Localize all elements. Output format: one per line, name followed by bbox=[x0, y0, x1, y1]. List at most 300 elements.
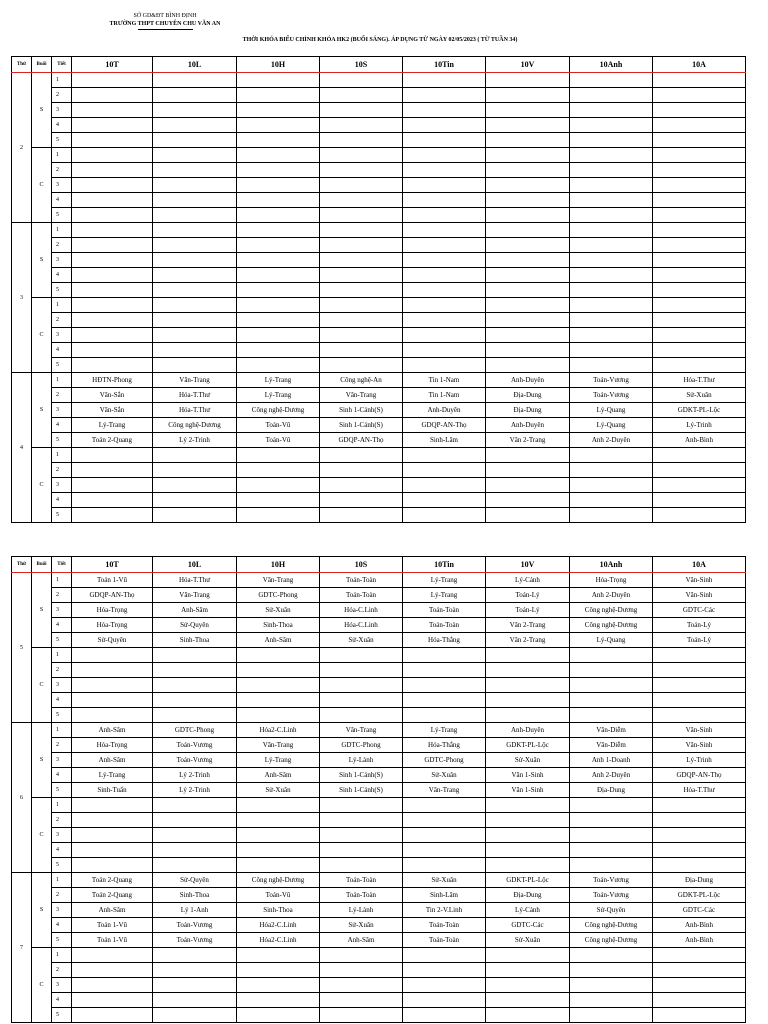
period-number: 1 bbox=[52, 798, 72, 813]
subject-cell bbox=[486, 478, 570, 493]
subject-cell bbox=[486, 1008, 570, 1023]
period-number: 5 bbox=[52, 133, 72, 148]
subject-cell bbox=[72, 298, 153, 313]
subject-cell bbox=[570, 73, 653, 88]
subject-cell: Anh-Sâm bbox=[320, 933, 403, 948]
day-cell: 5 bbox=[12, 573, 32, 723]
subject-cell: Văn 2-Trang bbox=[486, 433, 570, 448]
subject-cell: Địa-Dung bbox=[486, 403, 570, 418]
subject-cell bbox=[403, 828, 486, 843]
subject-cell bbox=[653, 133, 746, 148]
subject-cell bbox=[570, 118, 653, 133]
subject-cell: Sinh 1-Cảnh(S) bbox=[320, 783, 403, 798]
subject-cell bbox=[237, 88, 320, 103]
subject-cell: Công nghệ-Dương bbox=[153, 418, 237, 433]
subject-cell bbox=[72, 73, 153, 88]
period-row bbox=[12, 463, 746, 478]
subject-cell: GDQP-AN-Thọ bbox=[653, 768, 746, 783]
subject-cell: Sử-Xuân bbox=[237, 603, 320, 618]
subject-cell bbox=[320, 148, 403, 163]
period-row bbox=[12, 933, 746, 948]
subject-cell: Văn-Trang bbox=[153, 373, 237, 388]
subject-cell bbox=[237, 223, 320, 238]
subject-cell: Hóa-Trọng bbox=[570, 573, 653, 588]
col-header-class: 10T bbox=[72, 57, 153, 73]
period-row bbox=[12, 828, 746, 843]
subject-cell bbox=[320, 178, 403, 193]
subject-cell bbox=[153, 148, 237, 163]
subject-cell: Hóa-Thắng bbox=[403, 738, 486, 753]
subject-cell: Toán-Vương bbox=[570, 888, 653, 903]
subject-cell bbox=[486, 508, 570, 523]
subject-cell bbox=[486, 328, 570, 343]
subject-cell bbox=[320, 843, 403, 858]
subject-cell: Văn-Trang bbox=[403, 783, 486, 798]
subject-cell bbox=[570, 223, 653, 238]
subject-cell bbox=[72, 508, 153, 523]
department-name: SỞ GD&ĐT BÌNH ĐỊNH bbox=[133, 13, 197, 19]
period-row bbox=[12, 373, 746, 388]
subject-cell bbox=[570, 253, 653, 268]
subject-cell: Văn-Trang bbox=[237, 738, 320, 753]
period-row bbox=[12, 283, 746, 298]
subject-cell: GDTC-Phong bbox=[237, 588, 320, 603]
subject-cell bbox=[72, 178, 153, 193]
col-header-class: 10L bbox=[153, 557, 237, 573]
subject-cell bbox=[72, 208, 153, 223]
period-number: 2 bbox=[52, 88, 72, 103]
period-number: 4 bbox=[52, 343, 72, 358]
subject-cell bbox=[237, 358, 320, 373]
subject-cell: Công nghệ-Dương bbox=[570, 933, 653, 948]
subject-cell bbox=[153, 163, 237, 178]
subject-cell bbox=[486, 978, 570, 993]
period-row bbox=[12, 633, 746, 648]
subject-cell: Sinh-Tuấn bbox=[72, 783, 153, 798]
subject-cell bbox=[72, 963, 153, 978]
subject-cell bbox=[72, 448, 153, 463]
subject-cell bbox=[653, 708, 746, 723]
subject-cell bbox=[72, 148, 153, 163]
period-row bbox=[12, 208, 746, 223]
subject-cell bbox=[237, 1008, 320, 1023]
subject-cell bbox=[153, 1008, 237, 1023]
subject-cell bbox=[320, 693, 403, 708]
subject-cell bbox=[653, 663, 746, 678]
subject-cell: Văn-Sinh bbox=[653, 588, 746, 603]
subject-cell: Sinh-Thoa bbox=[237, 903, 320, 918]
col-header-class: 10Tin bbox=[403, 557, 486, 573]
subject-cell: GDTC-Phong bbox=[153, 723, 237, 738]
subject-cell bbox=[570, 343, 653, 358]
subject-cell bbox=[320, 963, 403, 978]
period-number: 2 bbox=[52, 963, 72, 978]
subject-cell: Anh-Duyên bbox=[403, 403, 486, 418]
subject-cell bbox=[237, 208, 320, 223]
period-row bbox=[12, 328, 746, 343]
subject-cell bbox=[153, 118, 237, 133]
subject-cell bbox=[72, 133, 153, 148]
subject-cell bbox=[153, 963, 237, 978]
subject-cell bbox=[653, 103, 746, 118]
col-header-class: 10Anh bbox=[570, 557, 653, 573]
subject-cell: Lý 2-Trinh bbox=[153, 768, 237, 783]
subject-cell bbox=[653, 993, 746, 1008]
subject-cell bbox=[153, 283, 237, 298]
subject-cell bbox=[320, 978, 403, 993]
period-row bbox=[12, 388, 746, 403]
period-number: 2 bbox=[52, 738, 72, 753]
subject-cell: Hóa-Trọng bbox=[72, 603, 153, 618]
subject-cell bbox=[486, 993, 570, 1008]
subject-cell bbox=[653, 268, 746, 283]
subject-cell bbox=[486, 223, 570, 238]
subject-cell bbox=[570, 948, 653, 963]
period-row bbox=[12, 493, 746, 508]
subject-cell bbox=[403, 73, 486, 88]
period-number: 2 bbox=[52, 388, 72, 403]
school-name: TRƯỜNG THPT CHUYÊN CHU VĂN AN bbox=[109, 21, 221, 27]
subject-cell: Công nghệ-Dương bbox=[570, 603, 653, 618]
subject-cell bbox=[653, 238, 746, 253]
session-cell: S bbox=[32, 223, 52, 298]
subject-cell bbox=[320, 283, 403, 298]
period-row bbox=[12, 768, 746, 783]
period-row bbox=[12, 148, 746, 163]
period-number: 5 bbox=[52, 1008, 72, 1023]
subject-cell bbox=[320, 88, 403, 103]
subject-cell: Địa-Dung bbox=[486, 388, 570, 403]
subject-cell bbox=[153, 993, 237, 1008]
subject-cell bbox=[153, 313, 237, 328]
subject-cell: Toán 1-Vũ bbox=[72, 918, 153, 933]
subject-cell bbox=[653, 648, 746, 663]
subject-cell bbox=[320, 313, 403, 328]
subject-cell bbox=[403, 343, 486, 358]
subject-cell bbox=[237, 463, 320, 478]
period-row bbox=[12, 798, 746, 813]
subject-cell: Hóa2-C.Linh bbox=[237, 723, 320, 738]
subject-cell: Toán-Vương bbox=[153, 918, 237, 933]
subject-cell bbox=[153, 828, 237, 843]
subject-cell: Sinh 1-Cảnh(S) bbox=[320, 768, 403, 783]
subject-cell: Sinh-Thoa bbox=[237, 618, 320, 633]
subject-cell bbox=[486, 178, 570, 193]
subject-cell bbox=[237, 148, 320, 163]
subject-cell bbox=[486, 648, 570, 663]
subject-cell: Toán-Toàn bbox=[320, 888, 403, 903]
header-row bbox=[12, 57, 746, 73]
period-row bbox=[12, 223, 746, 238]
subject-cell: GDTC-Các bbox=[653, 903, 746, 918]
period-number: 1 bbox=[52, 448, 72, 463]
day-cell: 2 bbox=[12, 73, 32, 223]
subject-cell bbox=[403, 693, 486, 708]
subject-cell: HĐTN-Phong bbox=[72, 373, 153, 388]
period-number: 3 bbox=[52, 403, 72, 418]
subject-cell: Địa-Dung bbox=[486, 888, 570, 903]
subject-cell bbox=[486, 148, 570, 163]
subject-cell bbox=[320, 1008, 403, 1023]
day-cell: 4 bbox=[12, 373, 32, 523]
period-number: 4 bbox=[52, 618, 72, 633]
subject-cell bbox=[570, 328, 653, 343]
subject-cell: Toán-Vương bbox=[570, 388, 653, 403]
subject-cell bbox=[237, 813, 320, 828]
subject-cell: Sử-Quyên bbox=[72, 633, 153, 648]
subject-cell bbox=[72, 693, 153, 708]
subject-cell bbox=[570, 193, 653, 208]
subject-cell bbox=[403, 843, 486, 858]
subject-cell bbox=[486, 828, 570, 843]
col-header-class: 10A bbox=[653, 57, 746, 73]
subject-cell bbox=[72, 948, 153, 963]
subject-cell bbox=[153, 508, 237, 523]
subject-cell bbox=[320, 328, 403, 343]
subject-cell: Sinh 1-Cảnh(S) bbox=[320, 403, 403, 418]
period-row bbox=[12, 418, 746, 433]
subject-cell: Lý-Trang bbox=[237, 753, 320, 768]
subject-cell bbox=[320, 343, 403, 358]
subject-cell: Lý-Trang bbox=[403, 573, 486, 588]
subject-cell bbox=[72, 828, 153, 843]
subject-cell bbox=[570, 508, 653, 523]
subject-cell bbox=[153, 858, 237, 873]
subject-cell bbox=[403, 133, 486, 148]
subject-cell bbox=[320, 948, 403, 963]
subject-cell bbox=[570, 663, 653, 678]
period-number: 4 bbox=[52, 843, 72, 858]
subject-cell bbox=[403, 463, 486, 478]
subject-cell bbox=[237, 858, 320, 873]
subject-cell bbox=[320, 163, 403, 178]
subject-cell: GDTC-Các bbox=[486, 918, 570, 933]
subject-cell: Lý 2-Trinh bbox=[153, 783, 237, 798]
subject-cell bbox=[653, 843, 746, 858]
subject-cell: Văn-Trang bbox=[320, 388, 403, 403]
subject-cell: Anh-Sâm bbox=[237, 768, 320, 783]
subject-cell bbox=[570, 358, 653, 373]
subject-cell: Anh-Sâm bbox=[72, 903, 153, 918]
subject-cell bbox=[237, 708, 320, 723]
period-number: 3 bbox=[52, 978, 72, 993]
subject-cell bbox=[486, 103, 570, 118]
col-header-class: 10T bbox=[72, 557, 153, 573]
period-number: 5 bbox=[52, 208, 72, 223]
subject-cell: Hóa-T.Thư bbox=[153, 403, 237, 418]
subject-cell bbox=[486, 708, 570, 723]
col-header-class: 10L bbox=[153, 57, 237, 73]
period-row bbox=[12, 133, 746, 148]
subject-cell: Sử-Quyên bbox=[570, 903, 653, 918]
subject-cell bbox=[486, 813, 570, 828]
subject-cell bbox=[72, 193, 153, 208]
subject-cell bbox=[403, 163, 486, 178]
subject-cell: Văn 2-Trang bbox=[486, 618, 570, 633]
subject-cell: Sử-Xuân bbox=[486, 933, 570, 948]
subject-cell bbox=[320, 208, 403, 223]
col-header-class: 10Tin bbox=[403, 57, 486, 73]
period-row bbox=[12, 358, 746, 373]
subject-cell bbox=[570, 813, 653, 828]
subject-cell bbox=[570, 708, 653, 723]
subject-cell bbox=[72, 493, 153, 508]
subject-cell bbox=[486, 163, 570, 178]
period-row bbox=[12, 708, 746, 723]
subject-cell: Công nghệ-Dương bbox=[237, 403, 320, 418]
subject-cell bbox=[153, 268, 237, 283]
subject-cell bbox=[72, 478, 153, 493]
period-number: 5 bbox=[52, 633, 72, 648]
period-row bbox=[12, 618, 746, 633]
col-header-class: 10S bbox=[320, 57, 403, 73]
subject-cell: Toán 2-Quang bbox=[72, 888, 153, 903]
subject-cell bbox=[153, 693, 237, 708]
subject-cell bbox=[72, 993, 153, 1008]
subject-cell bbox=[570, 103, 653, 118]
subject-cell bbox=[153, 813, 237, 828]
period-number: 4 bbox=[52, 268, 72, 283]
session-cell: S bbox=[32, 573, 52, 648]
subject-cell: Công nghệ-Dương bbox=[570, 618, 653, 633]
subject-cell bbox=[570, 693, 653, 708]
subject-cell bbox=[320, 223, 403, 238]
subject-cell: Sinh-Lâm bbox=[403, 433, 486, 448]
subject-cell: Anh-Bình bbox=[653, 933, 746, 948]
subject-cell bbox=[320, 358, 403, 373]
subject-cell: GDQP-AN-Thọ bbox=[320, 433, 403, 448]
day-cell: 7 bbox=[12, 873, 32, 1023]
subject-cell bbox=[153, 478, 237, 493]
subject-cell bbox=[320, 238, 403, 253]
period-row bbox=[12, 918, 746, 933]
subject-cell: Văn-Trang bbox=[153, 588, 237, 603]
subject-cell: Văn-Sinh bbox=[653, 573, 746, 588]
subject-cell: Lý-Trang bbox=[237, 388, 320, 403]
subject-cell bbox=[72, 238, 153, 253]
session-cell: C bbox=[32, 148, 52, 223]
subject-cell bbox=[653, 118, 746, 133]
period-number: 1 bbox=[52, 873, 72, 888]
subject-cell bbox=[486, 208, 570, 223]
subject-cell: Lý-Quang bbox=[570, 633, 653, 648]
period-row bbox=[12, 193, 746, 208]
subject-cell bbox=[653, 463, 746, 478]
period-row bbox=[12, 738, 746, 753]
subject-cell bbox=[237, 73, 320, 88]
subject-cell bbox=[486, 118, 570, 133]
subject-cell bbox=[237, 253, 320, 268]
subject-cell bbox=[403, 993, 486, 1008]
subject-cell: Văn-Sắn bbox=[72, 388, 153, 403]
subject-cell: Lý-Trinh bbox=[653, 753, 746, 768]
subject-cell: Toán-Vũ bbox=[237, 888, 320, 903]
subject-cell bbox=[320, 813, 403, 828]
subject-cell bbox=[153, 358, 237, 373]
period-number: 3 bbox=[52, 678, 72, 693]
subject-cell bbox=[237, 978, 320, 993]
subject-cell bbox=[486, 358, 570, 373]
subject-cell bbox=[237, 663, 320, 678]
subject-cell bbox=[486, 948, 570, 963]
period-row bbox=[12, 253, 746, 268]
subject-cell bbox=[486, 858, 570, 873]
subject-cell bbox=[153, 103, 237, 118]
subject-cell bbox=[153, 178, 237, 193]
subject-cell: Tin 2-V.Linh bbox=[403, 903, 486, 918]
subject-cell bbox=[403, 663, 486, 678]
subject-cell: Toán-Lý bbox=[653, 618, 746, 633]
subject-cell: Anh-Sâm bbox=[237, 633, 320, 648]
subject-cell bbox=[653, 478, 746, 493]
period-number: 1 bbox=[52, 573, 72, 588]
subject-cell bbox=[570, 978, 653, 993]
subject-cell bbox=[237, 508, 320, 523]
subject-cell bbox=[403, 358, 486, 373]
period-number: 2 bbox=[52, 313, 72, 328]
period-row bbox=[12, 238, 746, 253]
subject-cell: Văn 1-Sinh bbox=[486, 783, 570, 798]
subject-cell bbox=[403, 118, 486, 133]
subject-cell: Lý-Quang bbox=[570, 418, 653, 433]
subject-cell bbox=[403, 708, 486, 723]
period-row bbox=[12, 693, 746, 708]
subject-cell bbox=[237, 103, 320, 118]
subject-cell bbox=[153, 708, 237, 723]
subject-cell bbox=[72, 358, 153, 373]
subject-cell bbox=[486, 268, 570, 283]
subject-cell: GDTC-Các bbox=[653, 603, 746, 618]
subject-cell bbox=[72, 223, 153, 238]
subject-cell bbox=[653, 313, 746, 328]
session-cell: C bbox=[32, 798, 52, 873]
period-number: 4 bbox=[52, 768, 72, 783]
subject-cell bbox=[570, 678, 653, 693]
timetable-bottom bbox=[11, 556, 746, 1023]
period-row bbox=[12, 478, 746, 493]
subject-cell bbox=[153, 253, 237, 268]
subject-cell bbox=[153, 133, 237, 148]
subject-cell: Hóa-T.Thư bbox=[653, 783, 746, 798]
subject-cell bbox=[153, 843, 237, 858]
subject-cell: Toán-Toàn bbox=[403, 618, 486, 633]
subject-cell bbox=[72, 648, 153, 663]
subject-cell bbox=[72, 798, 153, 813]
period-row bbox=[12, 433, 746, 448]
subject-cell: Toán-Toàn bbox=[403, 918, 486, 933]
subject-cell bbox=[72, 283, 153, 298]
subject-cell bbox=[72, 103, 153, 118]
subject-cell bbox=[237, 828, 320, 843]
period-row bbox=[12, 873, 746, 888]
subject-cell: Sử-Quyên bbox=[153, 873, 237, 888]
period-number: 5 bbox=[52, 358, 72, 373]
subject-cell: Văn-Diễm bbox=[570, 723, 653, 738]
day-cell: 3 bbox=[12, 223, 32, 373]
period-row bbox=[12, 888, 746, 903]
subject-cell: Anh-Duyên bbox=[486, 723, 570, 738]
subject-cell bbox=[72, 1008, 153, 1023]
subject-cell bbox=[403, 963, 486, 978]
subject-cell bbox=[653, 283, 746, 298]
subject-cell: Hóa-T.Thư bbox=[153, 388, 237, 403]
subject-cell bbox=[570, 798, 653, 813]
subject-cell bbox=[403, 178, 486, 193]
subject-cell bbox=[403, 103, 486, 118]
subject-cell bbox=[570, 163, 653, 178]
subject-cell: Sử-Quyên bbox=[153, 618, 237, 633]
period-number: 3 bbox=[52, 903, 72, 918]
